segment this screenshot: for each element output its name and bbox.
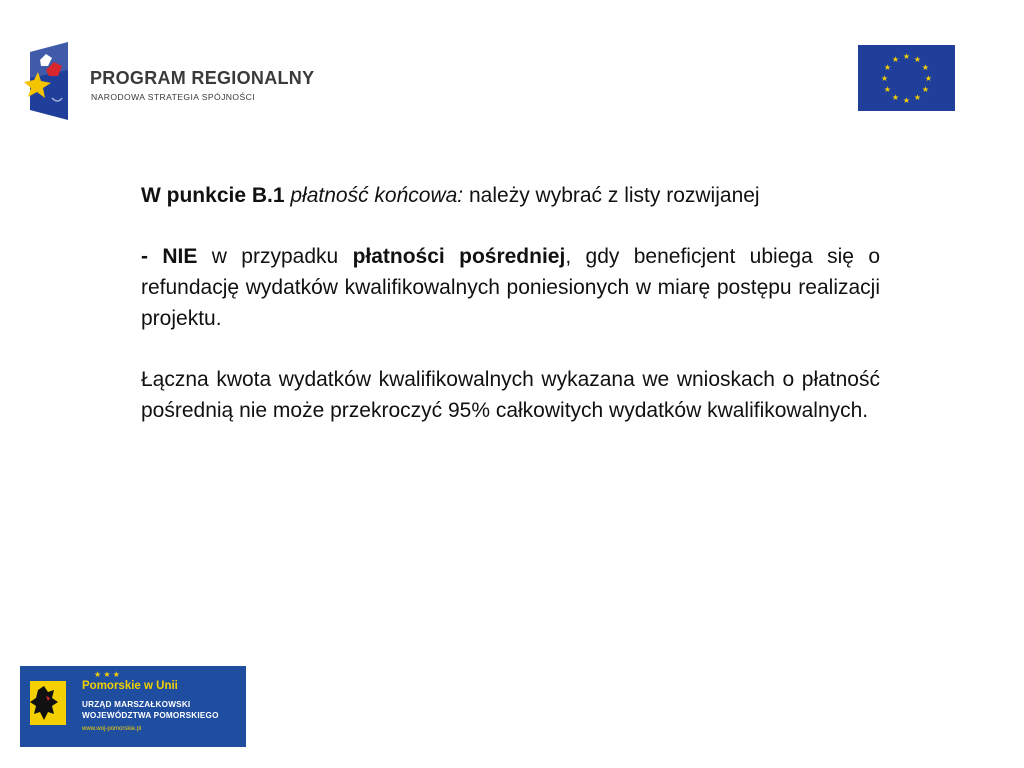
- point-b1-label: W punkcie B.1: [141, 184, 285, 207]
- nie-text-1: w przypadku: [211, 245, 339, 268]
- svg-text:★: ★: [902, 52, 911, 61]
- pomorskie-office-line1: URZĄD MARSZAŁKOWSKI: [82, 700, 191, 709]
- pomorskie-url: www.woj-pomorskie.pl: [82, 726, 142, 732]
- svg-text:★: ★: [921, 85, 930, 94]
- svg-text:★: ★: [891, 93, 900, 102]
- paragraph-point-b1: [141, 180, 880, 211]
- svg-text:★: ★: [921, 63, 930, 72]
- pomorskie-stars-icon: ★ ★ ★: [94, 670, 120, 679]
- pomorskie-office-line2: WOJEWÓDZTWA POMORSKIEGO: [82, 711, 219, 720]
- interim-payment-term: płatności pośredniej: [352, 245, 566, 268]
- svg-text:★: ★: [913, 93, 922, 102]
- pomorskie-title: Pomorskie w Unii: [82, 680, 178, 692]
- point-b1-text: należy wybrać z listy rozwijanej: [469, 184, 760, 207]
- svg-text:★: ★: [913, 55, 922, 64]
- eu-flag-icon: [858, 45, 955, 111]
- svg-text:★: ★: [880, 74, 889, 83]
- nie-option-label: - NIE: [141, 245, 198, 268]
- limit-text: Łączna kwota wydatków kwalifikowalnych wykazana we wnioskach o płatność pośrednią nie może przekroczyć 95% całkowitych wydatków kwalifikowalnych.: [141, 368, 880, 422]
- program-title: PROGRAM REGIONALNY: [90, 68, 315, 88]
- paragraph-limit: [141, 364, 880, 426]
- program-logo-icon: [22, 40, 82, 124]
- main-content: [141, 180, 880, 456]
- svg-text:★: ★: [891, 55, 900, 64]
- program-regionalny-logo: [22, 40, 332, 124]
- svg-text:★: ★: [883, 85, 892, 94]
- svg-text:★: ★: [924, 74, 933, 83]
- svg-text:★: ★: [883, 63, 892, 72]
- nie-text-2: , gdy beneficjent ubiega się o refundację wydatków kwalifikowalnych poniesionych w miarę postępu realizacji projektu.: [141, 245, 881, 330]
- eu-stars-icon: [858, 45, 955, 111]
- program-subtitle: NARODOWA STRATEGIA SPÓJNOŚCI: [91, 92, 255, 102]
- paragraph-nie-option: [141, 241, 880, 334]
- svg-text:★: ★: [902, 96, 911, 105]
- pomorskie-w-unii-logo: [20, 666, 246, 747]
- final-payment-term: płatność końcowa:: [290, 184, 464, 207]
- pomeranian-griffin-icon: [20, 666, 76, 747]
